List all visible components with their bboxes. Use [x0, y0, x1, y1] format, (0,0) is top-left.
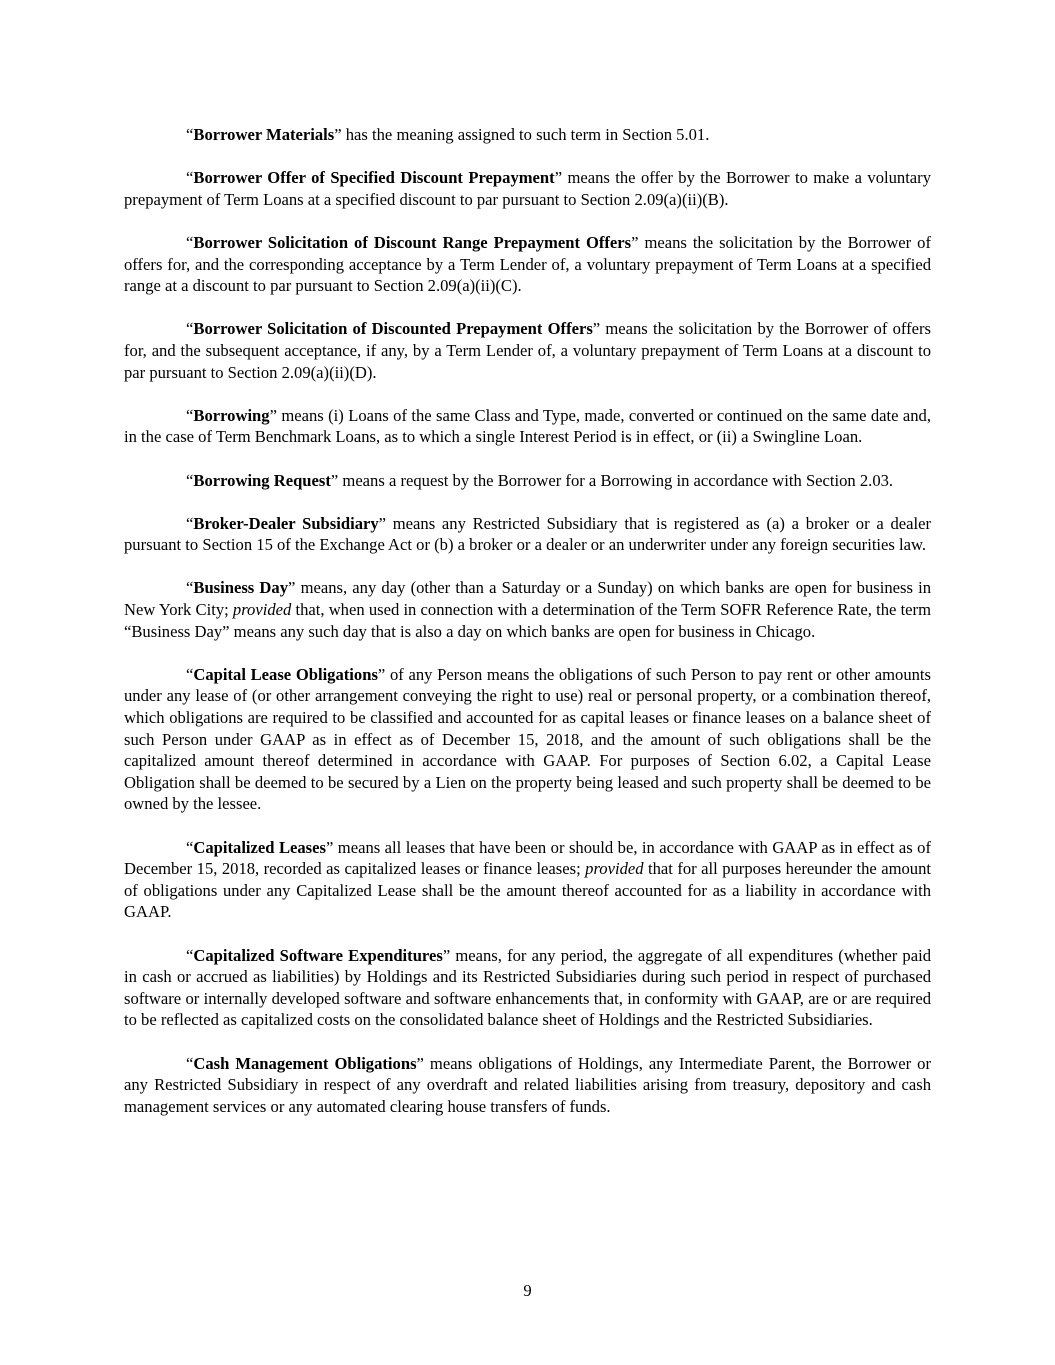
definition-borrowing-request: “Borrowing Request” means a request by the Borrower for a Borrowing in accordance with Section 2.03. [186, 470, 894, 490]
definition-borrower-materials: “Borrower Materials” has the meaning assigned to such term in Section 5.01. [186, 125, 710, 144]
definition-cash-management-obligations: “Cash Management Obligations” means obligations of Holdings, any Intermediate Parent, the Borrower or any Restricted Subsidiary in respect of any overdraft and related liabilities arising from treasury, depository and cash management services or any automated clearing house transfers of funds. [124, 1053, 931, 1116]
definition-text: that, when used in connection with a determination of the Term SOFR Reference Rate, the term “Business Day” means any such day that is also a day on which banks are open for business in Chicago. [124, 600, 931, 641]
definition-capital-lease-obligations: “Capital Lease Obligations” of any Person means the obligations of such Person to pay rent or other amounts under any lease of (or other arrangement conveying the right to use) real or personal property, or a combination thereof, which obligations are required to be classified and accounted for as capital leases or finance leases on a balance sheet of such Person under GAAP as in effect as of December 15, 2018, and the amount of such obligations shall be the capitalized amount thereof determined in accordance with GAAP. For purposes of Section 6.02, a Capital Lease Obligation shall be deemed to be secured by a Lien on the property being leased and such property shall be deemed to be owned by the lessee. [124, 664, 931, 814]
defined-term: Borrowing [193, 405, 270, 425]
definition-borrower-offer-of-specified-discount-prepayment: “Borrower Offer of Specified Discount Prepayment” means the offer by the Borrower to make a voluntary prepayment of Term Loans at a specified discount to par pursuant to Section 2.09(a)(ii)(B). [124, 168, 931, 209]
definition-borrower-solicitation-of-discounted-prepayment-offers: “Borrower Solicitation of Discounted Prepayment Offers” means the solicitation by the Borrower of offers for, and the subsequent acceptance, if any, by a Term Lender of, a voluntary prepayment of Term Loans at a discount to par pursuant to Section 2.09(a)(ii)(D). [124, 319, 931, 382]
definition-text: means a request by the Borrower for a Borrowing in accordance with Section 2.03. [338, 470, 894, 490]
definition-business-day: “Business Day” means, any day (other than a Saturday or a Sunday) on which banks are open for business in New York City; provided that, when used in connection with a determination of the Term SOFR Reference Rate, the term “Business Day” means any such day that is also a day on which banks are open for business in Chicago. [124, 578, 931, 641]
defined-term: Capital Lease Obligations [193, 664, 378, 684]
defined-term: Business Day [193, 578, 289, 598]
definition-text: means (i) Loans of the same Class and Type, made, converted or continued on the same date and, in the case of Term Benchmark Loans, as to which a single Interest Period is in effect, or (ii) a Swingline Loan. [124, 405, 931, 447]
defined-term: Capitalized Software Expenditures [193, 945, 443, 965]
definition-borrower-solicitation-of-discount-range-prepayment-offers: “Borrower Solicitation of Discount Range Prepayment Offers” means the solicitation by the Borrower of offers for, and the corresponding acceptance by a Term Lender of, a voluntary prepayment of Term Loans at a specified range at a discount to par pursuant to Section 2.09(a)(ii)(C). [124, 232, 931, 296]
definition-capitalized-software-expenditures: “Capitalized Software Expenditures” means, for any period, the aggregate of all expenditures (whether paid in cash or accrued as liabilities) by Holdings and its Restricted Subsidiaries during such period in respect of purchased software or internally developed software and software enhancements that, in conformity with GAAP, are or are required to be reflected as capitalized costs on the consolidated balance sheet of Holdings and the Restricted Subsidiaries. [124, 945, 932, 1030]
defined-term: Borrower Solicitation of Discount Range Prepayment Offers [193, 232, 632, 252]
definition-text: means all leases that have been or should be, in accordance with GAAP as in effect as of December 15, 2018, recorded as capitalized leases or finance leases; [124, 837, 931, 879]
definition-text: means, any day (other than a Saturday or a Sunday) on which banks are open for business in New York City; [124, 578, 931, 620]
definition-text: means, for any period, the aggregate of all expenditures (whether paid in cash or accrued as liabilities) by Holdings and its Restricted Subsidiaries during such period in respect of purchased software or internally developed software and software enhancements that, in conformity with GAAP, are or are required to be reflected as capitalized costs on the consolidated balance sheet of Holdings and the Restricted Subsidiaries. [124, 945, 932, 1030]
definition-text: has the meaning assigned to such term in Section 5.01. [341, 125, 710, 144]
defined-term: Borrowing Request [193, 470, 331, 490]
definition-borrowing: “Borrowing” means (i) Loans of the same Class and Type, made, converted or continued on the same date and, in the case of Term Benchmark Loans, as to which a single Interest Period is in effect, or (ii) a Swingline Loan. [124, 405, 931, 447]
definition-broker-dealer-subsidiary: “Broker-Dealer Subsidiary” means any Restricted Subsidiary that is registered as (a) a broker or a dealer pursuant to Section 15 of the Exchange Act or (b) a broker or a dealer or an underwriter under any foreign securities law. [124, 513, 932, 555]
definition-text: means the solicitation by the Borrower of offers for, and the corresponding acceptance by a Term Lender of, a voluntary prepayment of Term Loans at a specified range at a discount to par pursuant to Section 2.09(a)(ii)(C). [124, 232, 931, 296]
definition-italic-text: provided [585, 859, 644, 879]
document-page [124, 124, 931, 1139]
definition-text: means any Restricted Subsidiary that is registered as (a) a broker or a dealer pursuant to Section 15 of the Exchange Act or (b) a broker or a dealer or an underwriter under any foreign securities law. [124, 513, 932, 555]
definition-text: means obligations of Holdings, any Intermediate Parent, the Borrower or any Restricted Subsidiary in respect of any overdraft and related liabilities arising from treasury, depository and cash management services or any automated clearing house transfers of funds. [124, 1053, 931, 1116]
defined-term: Borrower Offer of Specified Discount Prepayment [193, 168, 555, 188]
definition-text: means the offer by the Borrower to make a voluntary prepayment of Term Loans at a specified discount to par pursuant to Section 2.09(a)(ii)(B). [124, 168, 931, 209]
defined-term: Broker-Dealer Subsidiary [193, 513, 379, 533]
defined-term: Borrower Materials [193, 125, 335, 144]
page-number: 9 [523, 1281, 532, 1300]
defined-term: Borrower Solicitation of Discounted Prepayment Offers [193, 319, 593, 339]
defined-term: Cash Management Obligations [193, 1053, 417, 1073]
definition-text: of any Person means the obligations of such Person to pay rent or other amounts under any lease of (or other arrangement conveying the right to use) real or personal property, or a combination thereof, which obligations are required to be classified and accounted for as capital leases or finance leases on a balance sheet of such Person under GAAP as in effect as of December 15, 2018, and the amount of such obligations shall be the capitalized amount thereof determined in accordance with GAAP. For purposes of Section 6.02, a Capital Lease Obligation shall be deemed to be secured by a Lien on the property being leased and such property shall be deemed to be owned by the lessee. [124, 664, 931, 814]
definition-italic-text: provided [232, 600, 292, 620]
definition-text: that for all purposes hereunder the amount of obligations under any Capitalized Lease shall be the amount thereof accounted for as a liability in accordance with GAAP. [124, 859, 931, 922]
definition-capitalized-leases: “Capitalized Leases” means all leases that have been or should be, in accordance with GAAP as in effect as of December 15, 2018, recorded as capitalized leases or finance leases; provided that for all purposes hereunder the amount of obligations under any Capitalized Lease shall be the amount thereof accounted for as a liability in accordance with GAAP. [124, 837, 931, 922]
defined-term: Capitalized Leases [193, 837, 326, 857]
definition-text: means the solicitation by the Borrower of offers for, and the subsequent acceptance, if any, by a Term Lender of, a voluntary prepayment of Term Loans at a discount to par pursuant to Section 2.09(a)(ii)(D). [124, 319, 931, 382]
